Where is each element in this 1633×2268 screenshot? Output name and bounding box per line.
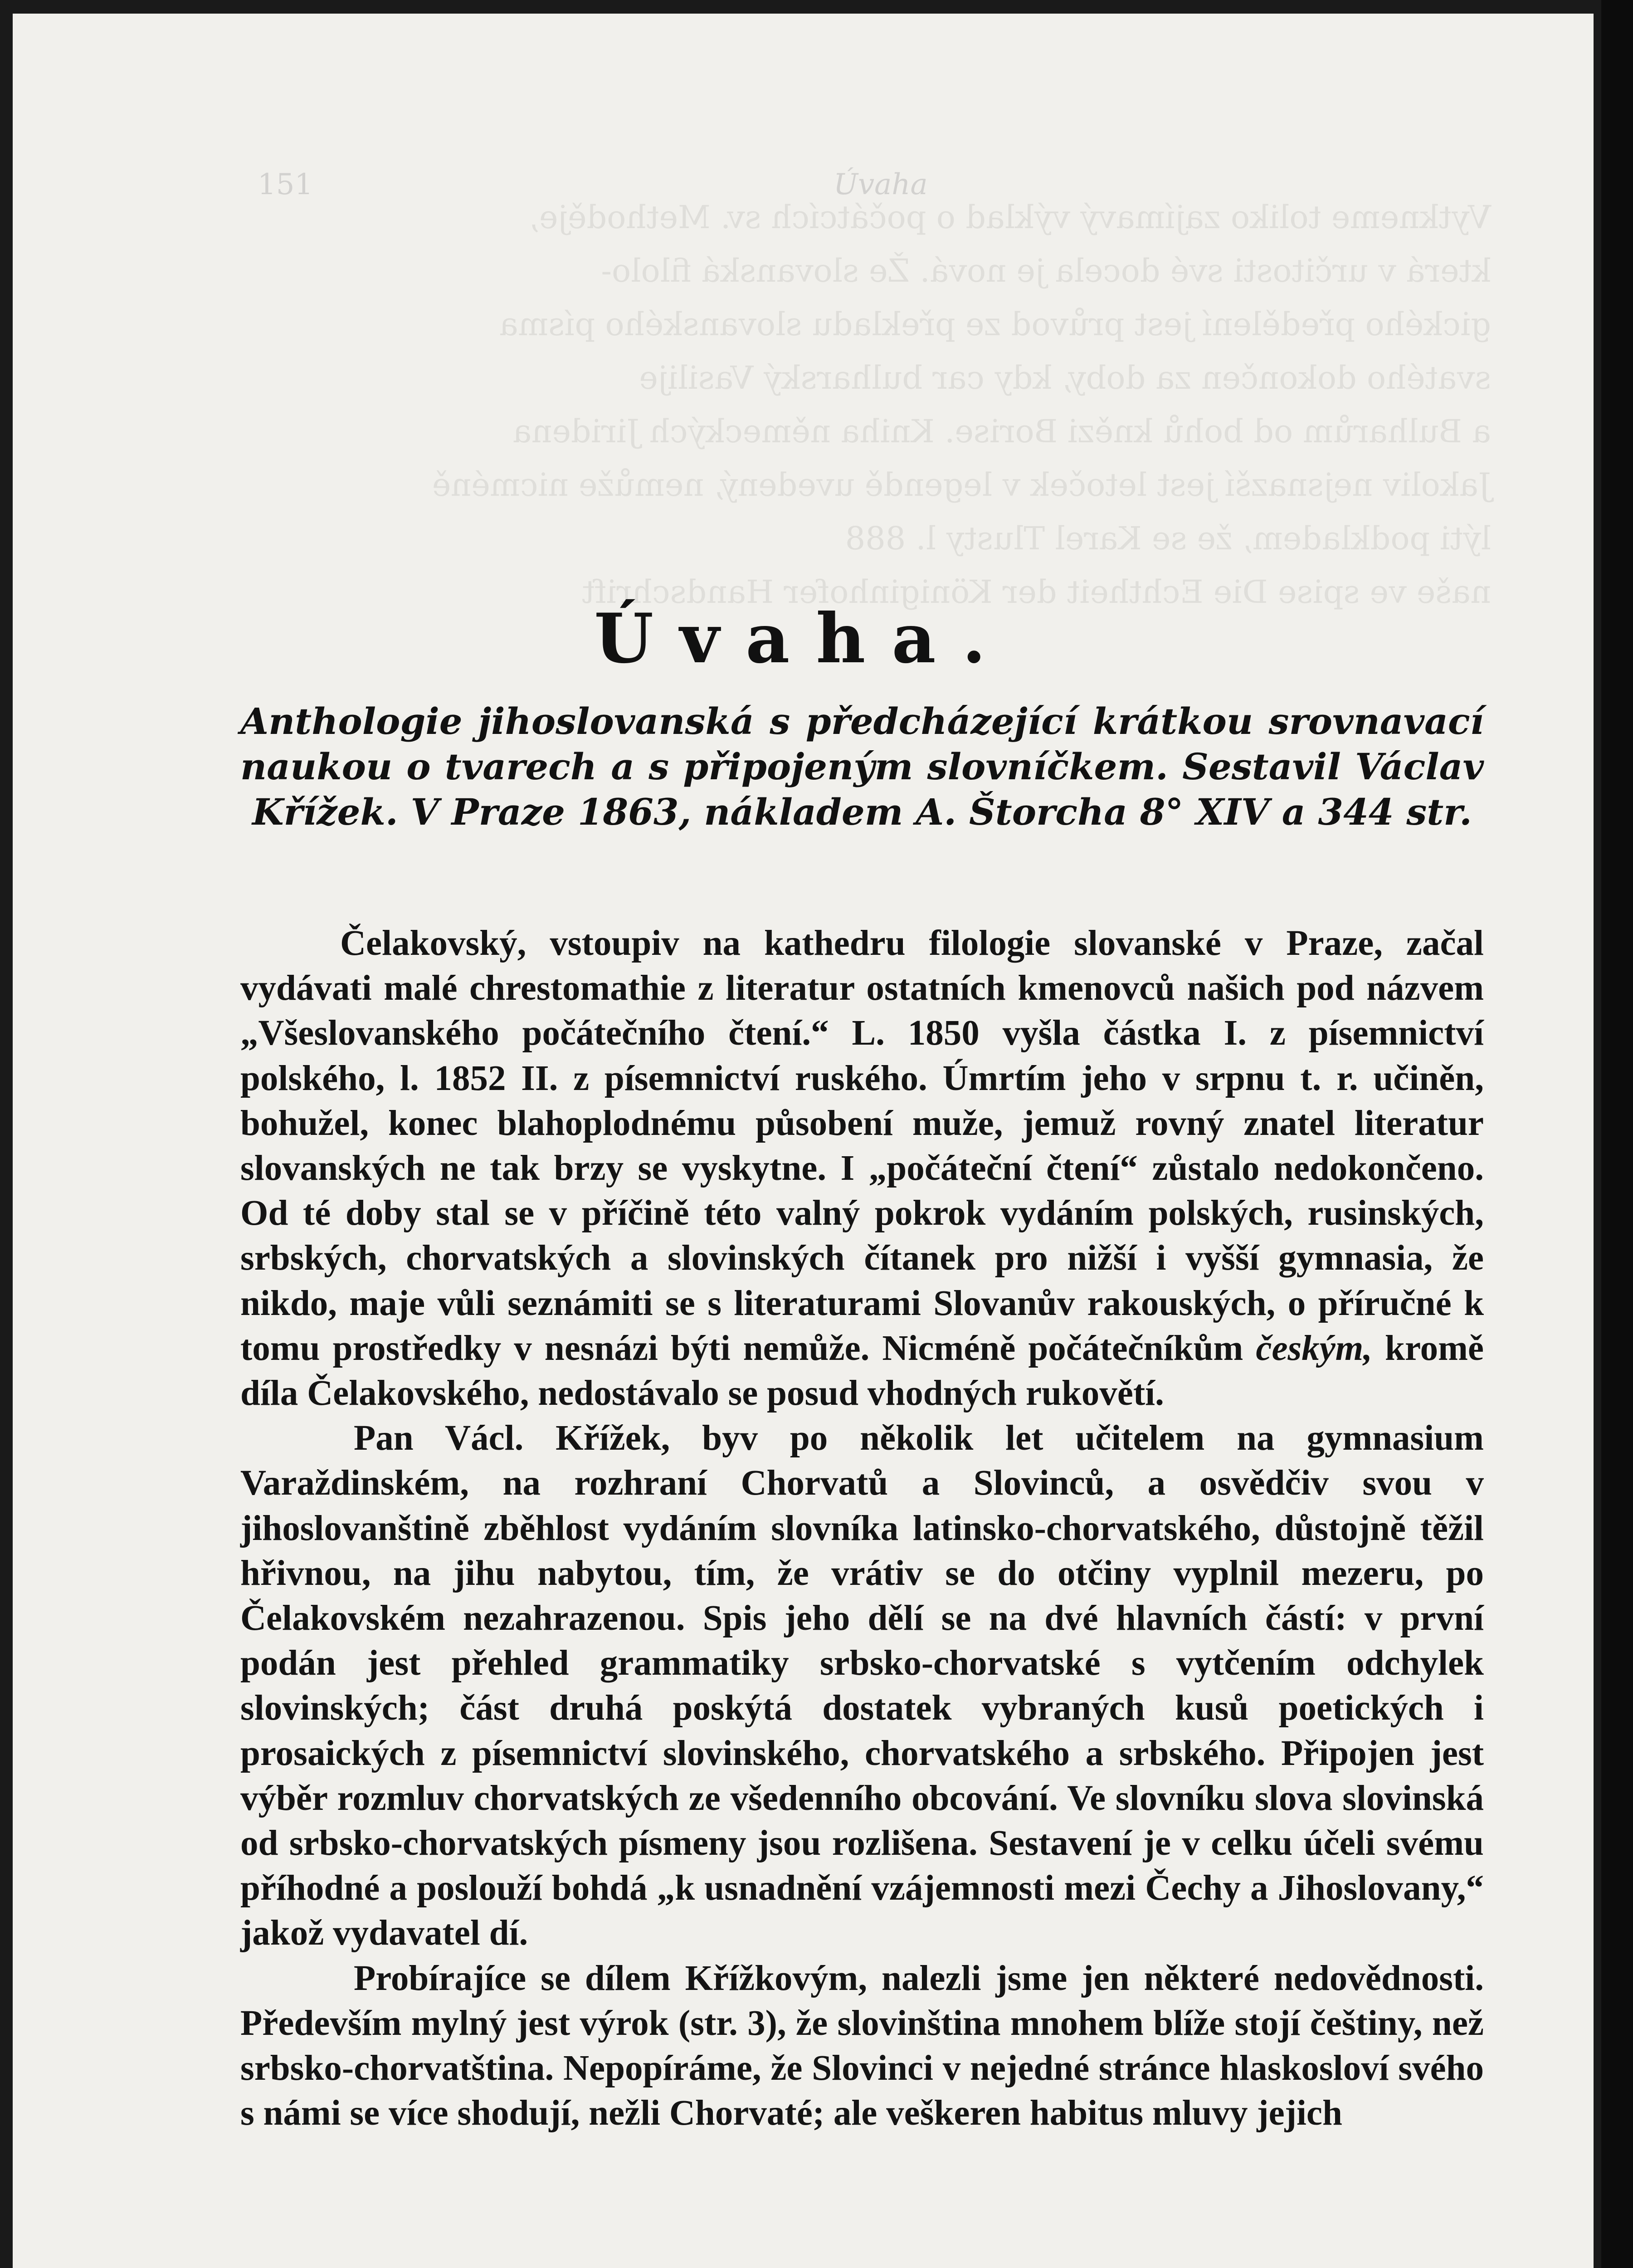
scan-border: [1601, 0, 1633, 2268]
page-number: 151: [258, 168, 313, 201]
running-head-title: Úvaha: [834, 168, 928, 201]
book-page: [13, 14, 1594, 2268]
book-citation: Anthologie jihoslovanská s předcházející krátkou srovnavací naukou o tvarech a s připojeným slovníčkem. Sestavil Václav Křížek. V Praze 1863, nákladem A. Štorcha 8° XIV a 344 str.: [240, 700, 1484, 833]
paragraph-2: Pan Václ. Křížek, byv po několik let učitelem na gymnasium Varaždinském, na rozhraní Chorvatů a Slovinců, a osvědčiv svou v jihoslovanštině zběhlost vydáním slovníka latinsko-chorvatského, důstojně těžil hřivnou, na jihu nabytou, tím, že vrátiv se do otčiny vyplnil mezeru, po Čelakovském nezahrazenou. Spis jeho dělí se na dvé hlavních částí: v první podán jest přehled grammatiky srbsko-chorvatské s vytčením odchylek slovinských; část druhá poskýtá dostatek vybraných kusů poetických i prosaických z písemnictví slovinského, chorvatského a srbského. Připojen jest výběr rozmluv chorvatských ze všedenního obcování. Ve slovníku slova slovinská od srbsko-chorvatských písmeny jsou rozlišena. Sestavení je v celku účeli svému příhodné a poslouží bohdá „k usnadnění vzájemnosti mezi Čechy a Jihoslovany,“ jakož vydavatel dí.: [240, 1418, 1484, 1953]
section-title: Úvaha.: [594, 599, 1012, 679]
paragraph-3: Probírajíce se dílem Křížkovým, nalezli jsme jen některé nedovědnosti. Především mylný jest výrok (str. 3), že slovinština mnohem blíže stojí češtiny, než srbsko-chorvatština. Nepopíráme, že Slovinci v nejedné stránce hlaskosloví svého s námi se více shodují, nežli Chorvaté; ale veškeren habitus mluvy jejich: [240, 1958, 1484, 2133]
bleed-through-text: Vytkneme toliko zajímavý výklad o počátcích sv. Methoděje, která v určitosti své docela je nová. Že slovanská filolo- gického předělení jest průvod ze překladu slovanského písma svatého dokončen za doby, kdy car bulharský Vasilije a Bulharům od bohů knězi Borise. Kniha německých Jiridena Jakoliv nejsnazší jest letoček v legendě uvedený, nemůže nicméně lýti podkladem, že se Karel Tlusty l. 888 naše ve spise Die Echtheit der Königinhofer Handschrift: [432, 199, 1491, 611]
review-body: [240, 921, 1484, 2136]
paragraph-1: Čelakovský, vstoupiv na kathedru filologie slovanské v Praze, začal vydávati malé chrestomathie z literatur ostatních kmenovců našich pod názvem „Všeslovanského počátečního čtení.“ L. 1850 vyšla částka I. z písemnictví polského, l. 1852 II. z písemnictví ruského. Úmrtím jeho v srpnu t. r. učiněn, bohužel, konec blahoplodnému působení muže, jemuž rovný znatel literatur slovanských ne tak brzy se vyskytne. I „počáteční čtení“ zůstalo nedokončeno. Od té doby stal se v příčině této valný pokrok vydáním polských, rusinských, srbských, chorvatských a slovinských čítanek pro nižší i vyšší gymnasia, že nikdo, maje vůli seznámiti se s literaturami Slovanův rakouských, o příručné k tomu prostředky v nesnázi býti nemůže. Nicméně počátečníkům českým, kromě díla Čelakovského, nedostávalo se posud vhodných rukovětí.: [240, 924, 1484, 1413]
emphasis: českým,: [1256, 1328, 1373, 1368]
